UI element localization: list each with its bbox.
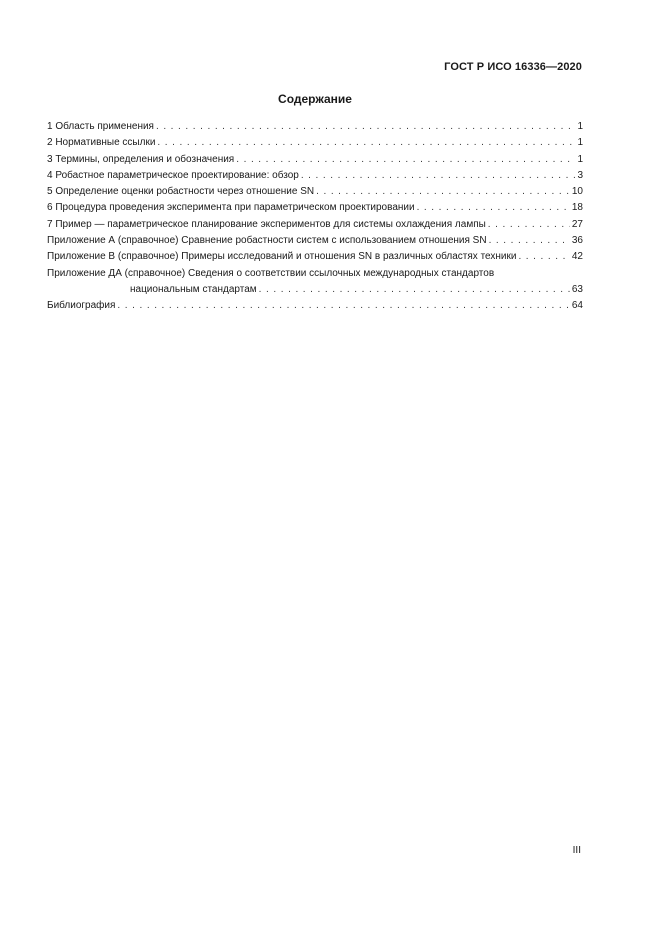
toc-entry-page: 27 [571, 218, 583, 230]
toc-entry-label-line1: Приложение ДА (справочное) Сведения о соответствии ссылочных международных стандартов [47, 267, 495, 279]
leader-dots [489, 233, 570, 249]
toc-entry-label: Библиография [47, 300, 116, 312]
toc-entry-terms[interactable] [47, 152, 583, 168]
toc-entry-sn-ratio[interactable] [47, 184, 583, 200]
toc-entry-label: Приложение В (справочное) Примеры исследований и отношения SN в различных областях техники [47, 251, 517, 263]
toc-entry-label: 5 Определение оценки робастности через отношение SN [47, 186, 315, 198]
leader-dots [417, 200, 570, 216]
toc-entry-page: 42 [571, 251, 583, 263]
leader-dots [316, 184, 570, 200]
toc-entry-label: 1 Область применения [47, 121, 154, 132]
toc-entry-normative-references[interactable] [47, 135, 583, 151]
toc-entry-bibliography[interactable] [47, 298, 583, 314]
toc-entry-label: 7 Пример — параметрическое планирование экспериментов для системы охлаждения лампы [47, 218, 486, 230]
toc-entry-example[interactable] [47, 217, 583, 233]
toc-entry-label: 2 Нормативные ссылки [47, 137, 156, 149]
toc-entry-label: 3 Термины, определения и обозначения [47, 153, 235, 165]
leader-dots [488, 217, 570, 233]
toc-entry-annex-a[interactable] [47, 233, 583, 249]
toc-entry-label: 6 Процедура проведения эксперимента при параметрическом проектировании [47, 202, 415, 214]
toc-entry-page: 1 [577, 137, 583, 149]
toc-entry-page: 10 [571, 186, 583, 198]
leader-dots [236, 152, 575, 168]
table-of-contents [47, 119, 583, 315]
toc-entry-annex-da[interactable] [47, 266, 583, 299]
toc-entry-page: 63 [571, 283, 583, 295]
toc-entry-page: 64 [571, 300, 583, 312]
toc-entry-page: 36 [571, 235, 583, 247]
leader-dots [117, 298, 569, 314]
toc-entry-scope[interactable] [47, 119, 583, 135]
leader-dots [156, 119, 575, 135]
toc-entry-page: 1 [577, 121, 583, 132]
toc-entry-annex-b[interactable] [47, 249, 583, 265]
leader-dots [259, 282, 570, 298]
toc-entry-label-line2: национальным стандартам [130, 283, 257, 295]
leader-dots [301, 168, 576, 184]
leader-dots [157, 135, 575, 151]
toc-entry-label: Приложение А (справочное) Сравнение робастности систем с использованием отношения SN [47, 235, 487, 247]
leader-dots [518, 249, 569, 265]
toc-entry-label: 4 Робастное параметрическое проектирование: обзор [47, 169, 299, 181]
toc-entry-page: 18 [571, 202, 583, 214]
toc-title: Содержание [278, 92, 352, 106]
toc-entry-page: 3 [577, 169, 583, 181]
page-number-footer: III [572, 845, 581, 856]
toc-entry-page: 1 [577, 153, 583, 165]
toc-entry-procedure[interactable] [47, 200, 583, 216]
toc-entry-overview[interactable] [47, 168, 583, 184]
standard-code-header: ГОСТ Р ИСО 16336—2020 [444, 61, 582, 73]
